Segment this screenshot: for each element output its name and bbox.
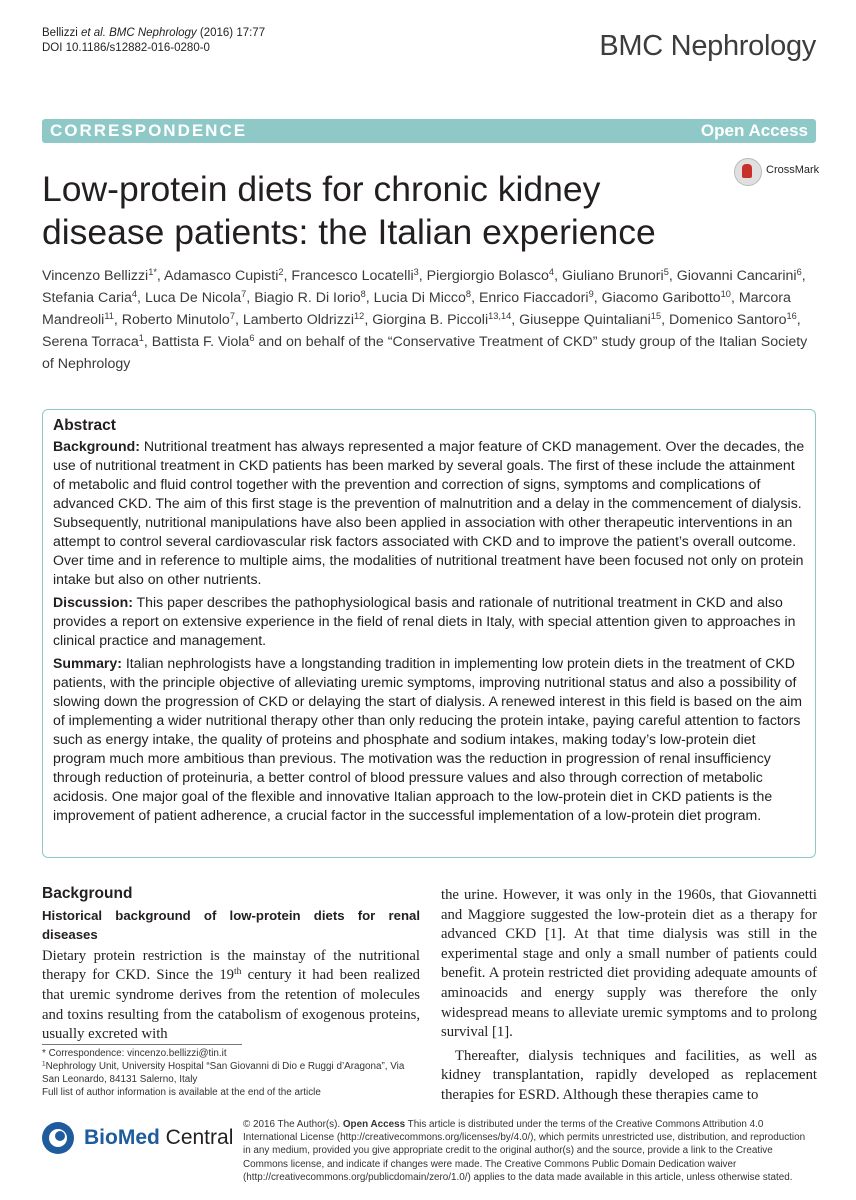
author[interactable]: Lucia Di Micco$^8$, (373, 288, 479, 306)
citation-authors: Bellizzi (42, 27, 81, 39)
biomed-central-icon (40, 1120, 76, 1156)
correspondence: * Correspondence: vincenzo.bellizzi@tin.it (42, 1048, 227, 1059)
author[interactable]: Giacomo Garibotto$^{10}$, (601, 288, 739, 306)
author[interactable]: Giuseppe Quintaliani$^{15}$, (519, 310, 669, 328)
subsection-heading: Historical background of low-protein diets for renal diseases (42, 907, 420, 943)
left-column (42, 884, 420, 1045)
crossmark-badge[interactable] (734, 158, 834, 188)
article-type: CORRESPONDENCE (50, 121, 248, 140)
author[interactable]: Biagio R. Di Iorio$^8$, (254, 288, 374, 306)
footnotes (42, 1047, 422, 1099)
author[interactable]: Roberto Minutolo$^7$, (121, 310, 243, 328)
citation-journal: et al. BMC Nephrology (80, 27, 197, 39)
body-paragraph: Dietary protein restriction is the mainstay of the nutritional therapy for CKD. Since the 19th century it had been realized that uremic syndrome derives from the retention of molecules and toxins resulting from the catabolism of exogenous proteins, usually excreted with (42, 947, 420, 1043)
section-heading: Background (42, 885, 133, 902)
publisher-logo[interactable] (40, 1120, 234, 1160)
author[interactable]: Piergiorgio Bolasco$^4$, (426, 266, 562, 284)
right-column (441, 886, 817, 1106)
publisher-name: BioMed Central (84, 1126, 234, 1149)
author[interactable]: Giuliano Brunori$^5$, (561, 266, 677, 284)
abstract-heading: Abstract (53, 417, 116, 434)
body-paragraph: Thereafter, dialysis techniques and facilities, as well as kidney transplantation, rapidly developed as replacement therapies for ESRD. Although these therapies came to (441, 1047, 817, 1103)
authors-tail: and on behalf of the “Conservative Treatment of CKD” study group of the Italian Society of Nephrology (42, 334, 808, 372)
author[interactable]: Serena Torraca$^1$, (42, 332, 152, 350)
article-type-band (42, 119, 816, 143)
author[interactable]: Giovanni Cancarini$^6$, (676, 266, 806, 284)
author[interactable]: Vincenzo Bellizzi$^{1*}$, (42, 266, 165, 284)
author[interactable]: Lamberto Oldrizzi$^{12}$, (242, 310, 373, 328)
author[interactable]: Luca De Nicola$^7$, (144, 288, 255, 306)
crossmark-icon (734, 158, 762, 186)
abstract-summary: Summary: Italian nephrologists have a longstanding tradition in implementing low protein diets in the treatment of CKD patients, with the principle objective of alleviating uremic symptoms, improving nutritional status and also a possibility of slowing down the progression of CKD or delaying the start of dialysis. A renewed interest in this field is based on the aim of implementing a wider nutritional therapy other than only reducing the protein intake, paying careful attention to factors such as energy intake, the quality of proteins and phosphate and sodium intakes, making today’s low-protein diet program much more ambitious than previous. The motivation was the reduction in progression of renal insufficiency through reduction of proteinuria, a better control of blood pressure values and also through correction of metabolic acidosis. One major goal of the flexible and innovative Italian approach to the low-protein diet in CKD patients is the improvement of patient adherence, a crucial factor in the successful implementation of a low-protein diet program. (53, 655, 802, 823)
footnote-divider (42, 1044, 242, 1045)
author[interactable]: Battista F. Viola$^6$ (151, 332, 255, 350)
crossmark-label: CrossMark (766, 164, 820, 176)
author[interactable]: Adamasco Cupisti$^2$, (164, 266, 292, 284)
full-list-note: Full list of author information is available at the end of the article (42, 1087, 321, 1098)
affiliation: $^1$Nephrology Unit, University Hospital “San Giovanni di Dio e Ruggi d’Aragona”, Via San Leonardo, 84131 Salerno, Italy (42, 1060, 405, 1085)
journal-name: BMC Nephrology (599, 30, 816, 62)
abstract-box (42, 409, 816, 858)
author[interactable]: Giorgina B. Piccoli$^{13,14}$, (372, 310, 520, 328)
abstract-discussion: Discussion: This paper describes the pathophysiological basis and rationale of nutritional treatment in CKD and also provides a report on extensive experience in the field of renal diets in Italy, with special attention given to approaches in clinical practice and management. (53, 594, 796, 648)
author[interactable]: Marcora Mandreoli$^{11}$, (42, 290, 791, 328)
author[interactable]: Enrico Fiaccadori$^9$, (478, 288, 602, 306)
abstract-background: Background: Nutritional treatment has always represented a major feature of CKD management. Over the decades, the use of nutritional treatment in CKD patients has been marked by several goals. The first of these include the attainment of metabolic and fluid control together with the prevention and correction of signs, symptoms and complications of advanced CKD. The aim of this first stage is the prevention of malnutrition and a delay in the commencement of dialysis. Subsequently, nutritional manipulations have also been applied in association with other therapeutic interventions in an attempt to control several cardiovascular risk factors associated with CKD and to improve the patient’s overall outcome. Over time and in reference to multiple aims, the modalities of nutritional treatment have been focused not only on protein intake but also on other nutrients. (53, 438, 805, 587)
citation-header (42, 26, 265, 56)
open-access-label: Open Access (700, 121, 808, 140)
citation-year: (2016) 17:77 (196, 27, 266, 39)
license-text: © 2016 The Author(s). Open Access This article is distributed under the terms of the Creative Commons Attribution 4.0 International License (http://creativecommons.org/licenses/by/4.0/), which permits unrestricted use, distribution, and reproduction in any medium, provided you give appropriate credit to the original author(s) and the source, provide a link to the Creative Commons license, and indicate if changes were made. The Creative Commons Public Domain Dedication waiver (http://creativecommons.org/publicdomain/zero/1.0/) applies to the data made available in this article, unless otherwise stated. (243, 1119, 806, 1183)
body-paragraph: the urine. However, it was only in the 1960s, that Giovannetti and Maggiore suggested the low-protein diet as a therapy for advanced CKD [1]. At that time dialysis was still in the experimental stage and only a small number of patients could benefit. A protein restricted diet providing adequate amounts of aminoacids and energy supply was therefore the only widespread means to alleviate uremic symptoms and to prolong survival [1]. (441, 887, 817, 1041)
doi[interactable]: DOI 10.1186/s12882-016-0280-0 (42, 42, 210, 54)
author[interactable]: Francesco Locatelli$^3$, (291, 266, 427, 284)
article-title: Low-protein diets for chronic kidney disease patients: the Italian experience (42, 169, 656, 252)
author[interactable]: Stefania Caria$^4$, (42, 288, 145, 306)
author-list (42, 265, 822, 375)
author[interactable]: Domenico Santoro$^{16}$, (668, 310, 801, 328)
